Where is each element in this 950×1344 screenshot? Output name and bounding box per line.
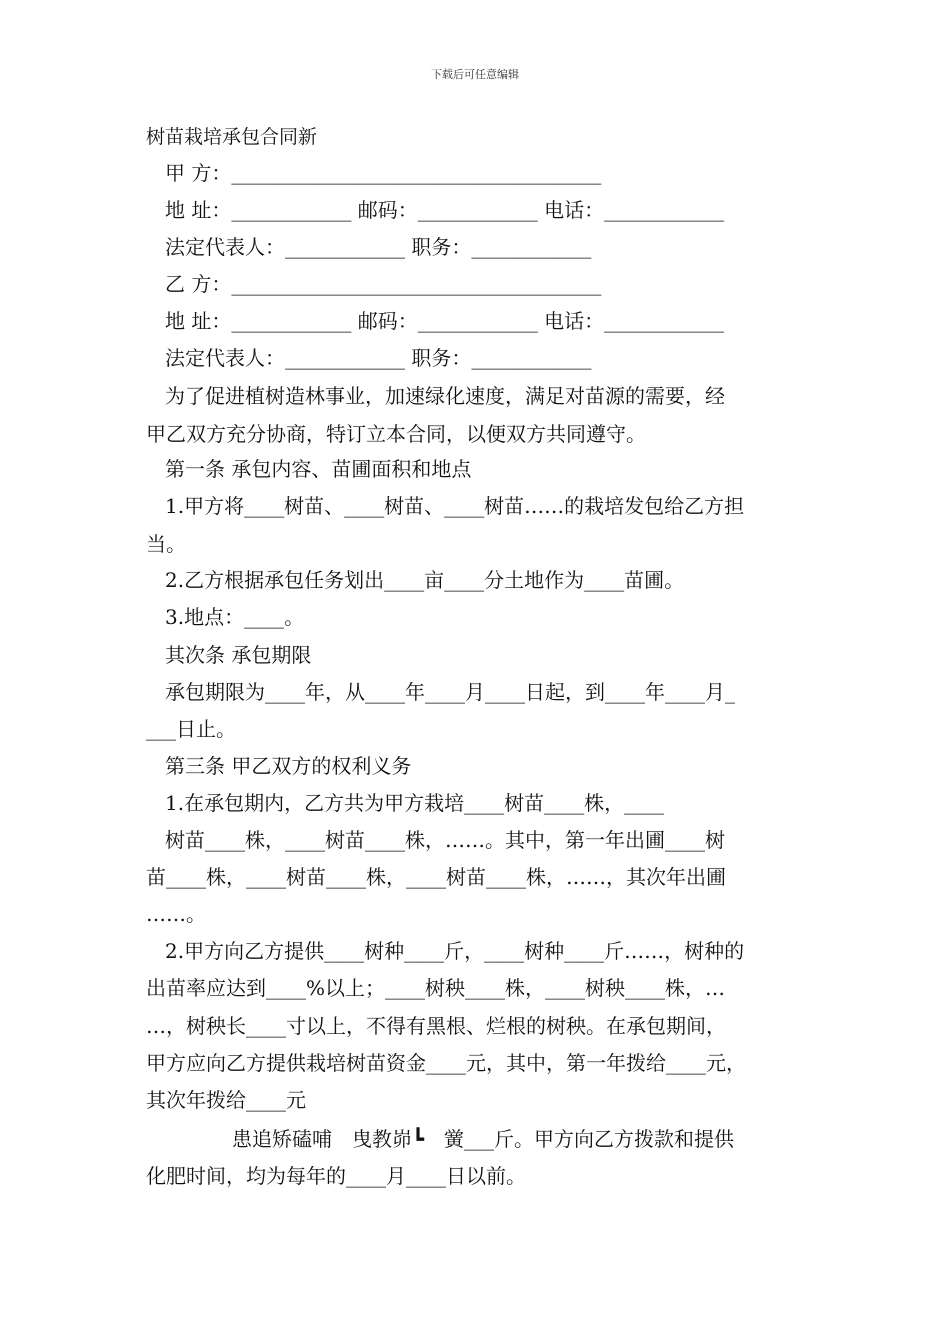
clause-line: 1.在承包期内，乙方共为甲方栽培____树苗____株，____ <box>165 791 665 815</box>
clause-line: 1.甲方将____树苗、____树苗、____树苗……的栽培发包给乙方担 <box>165 494 745 518</box>
party-b-address-line: 地 址：____________ 邮码：____________ 电话：____________ <box>165 309 725 333</box>
clause-line: 甲方应向乙方提供栽培树苗资金____元，其中，第一年拨给____元， <box>146 1051 746 1075</box>
clause-line: 出苗率应达到____%以上；____树秧____株，____树秧____株，… <box>146 976 726 1000</box>
party-b-representative-line: 法定代表人：____________ 职务：____________ <box>165 346 592 370</box>
clause-line: ……。 <box>146 902 206 926</box>
clause-line: 2.乙方根据承包任务划出____亩____分土地作为____苗圃。 <box>165 568 685 592</box>
clause-line: 树苗____株，____树苗____株，……。其中，第一年出圃____树 <box>165 828 725 852</box>
clause-line: 患追矫磕哺 曳教峁┗ 黉___斤。甲方向乙方拨款和提供 <box>232 1127 735 1151</box>
article-heading: 第三条 甲乙双方的权利义务 <box>165 754 412 778</box>
article-heading: 其次条 承包期限 <box>165 643 312 667</box>
clause-line: ___日止。 <box>146 717 236 741</box>
document-title: 树苗栽培承包合同新 <box>146 126 318 148</box>
clause-line: 当。 <box>146 532 186 556</box>
preamble-line: 甲乙双方充分协商，特订立本合同，以便双方共同遵守。 <box>146 422 646 446</box>
party-b-line: 乙 方：_____________________________________ <box>165 272 602 296</box>
article-heading: 第一条 承包内容、苗圃面积和地点 <box>165 457 472 481</box>
clause-line: 2.甲方向乙方提供____树种____斤，____树种____斤……，树种的 <box>165 939 745 963</box>
clause-line: 其次年拨给____元 <box>146 1088 306 1112</box>
party-a-address-line: 地 址：____________ 邮码：____________ 电话：____________ <box>165 198 725 222</box>
party-a-representative-line: 法定代表人：____________ 职务：____________ <box>165 235 592 259</box>
clause-line: …，树秧长____寸以上，不得有黑根、烂根的树秧。在承包期间， <box>146 1014 726 1038</box>
clause-line: 3.地点：____。 <box>165 605 305 629</box>
clause-line: 化肥时间，均为每年的____月____日以前。 <box>146 1164 526 1188</box>
clause-line: 苗____株，____树苗____株，____树苗____株，……，其次年出圃 <box>146 865 726 889</box>
page-header: 下载后可任意编辑 <box>431 68 519 81</box>
clause-line: 承包期限为____年，从____年____月____日起，到____年____月_ <box>165 680 735 704</box>
party-a-line: 甲 方：_____________________________________ <box>165 161 602 185</box>
preamble-line: 为了促进植树造林事业，加速绿化速度，满足对苗源的需要，经 <box>165 384 725 408</box>
